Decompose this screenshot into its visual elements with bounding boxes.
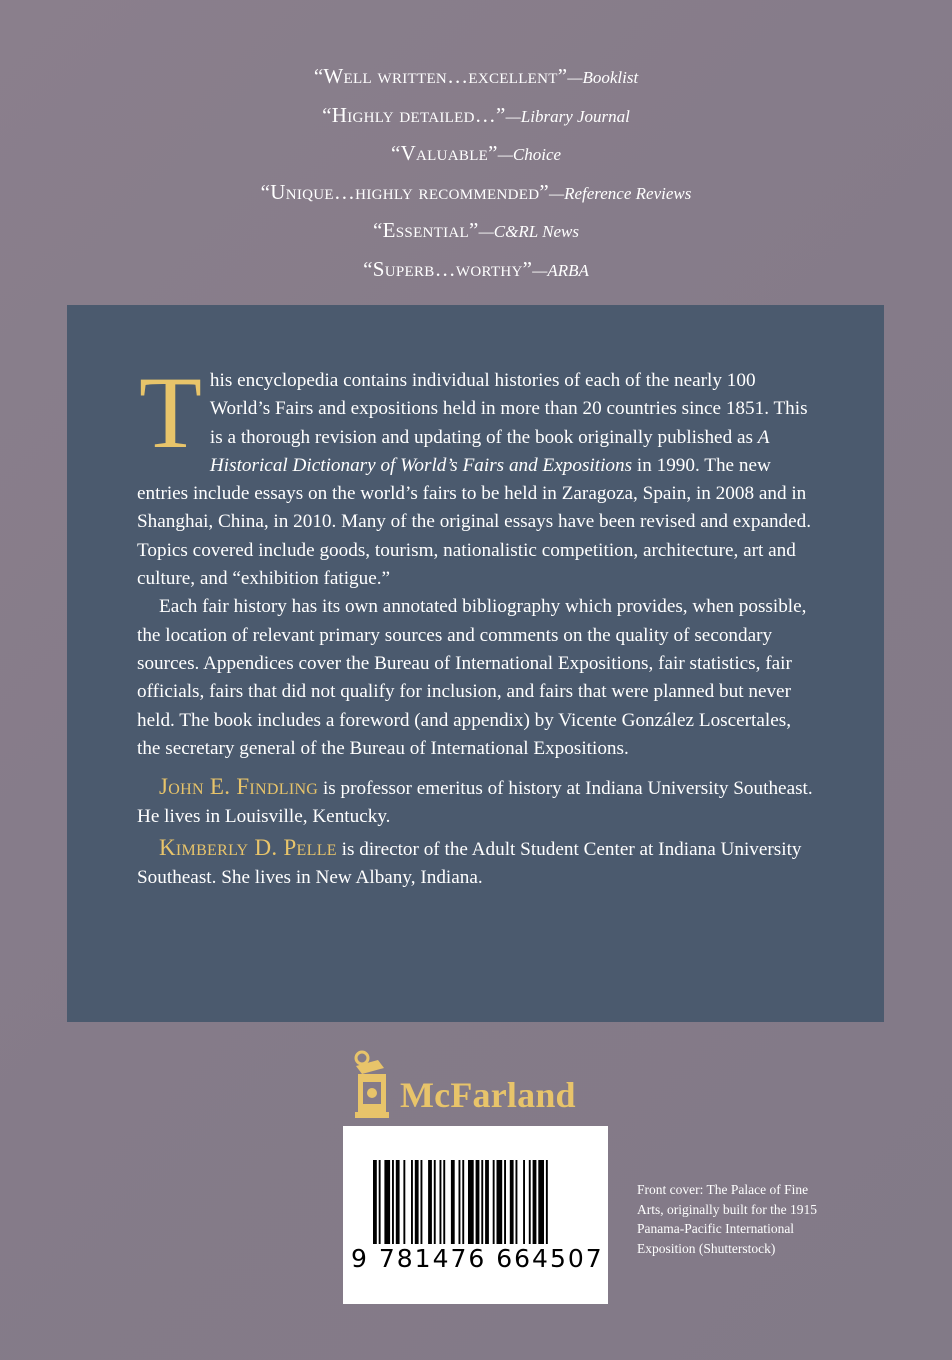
review-quote: “Superb…worthy”—ARBA bbox=[363, 256, 589, 281]
barcode-bar bbox=[440, 1160, 442, 1244]
barcode-bar bbox=[538, 1160, 544, 1244]
barcode-bar bbox=[510, 1160, 514, 1244]
barcode bbox=[343, 1126, 608, 1304]
description-text bbox=[137, 356, 817, 892]
barcode-bar bbox=[485, 1160, 489, 1244]
drop-cap: T bbox=[139, 356, 202, 470]
review-quotes bbox=[0, 58, 952, 289]
barcode-bar bbox=[379, 1160, 381, 1244]
barcode-bar bbox=[396, 1160, 400, 1244]
barcode-bar bbox=[415, 1160, 419, 1244]
barcode-bar bbox=[533, 1160, 537, 1244]
description-panel bbox=[67, 305, 884, 1022]
author-name: John E. Findling bbox=[159, 774, 319, 800]
barcode-bar bbox=[459, 1160, 461, 1244]
barcode-bar bbox=[462, 1160, 464, 1244]
barcode-bar bbox=[523, 1160, 525, 1244]
barcode-bar bbox=[384, 1160, 390, 1244]
barcode-bar bbox=[411, 1160, 413, 1244]
barcode-bar bbox=[443, 1160, 445, 1244]
review-quote: “Valuable”—Choice bbox=[390, 141, 562, 165]
barcode-bar bbox=[468, 1160, 474, 1244]
barcode-bars bbox=[343, 1126, 608, 1304]
barcode-bar bbox=[529, 1160, 531, 1244]
review-quote: “Essential”—C&RL News bbox=[373, 218, 579, 242]
book-title: A Historical Dictionary of World’s Fairs and Expositions bbox=[209, 426, 770, 476]
barcode-bar bbox=[546, 1160, 548, 1244]
review-quote: “Well written…excellent”—Booklist bbox=[313, 64, 639, 88]
barcode-bar bbox=[481, 1160, 483, 1244]
author-bio: Kimberly D. Pelle is director of the Adult Student Center at Indiana University Southeast. She lives in New Albany, Indiana. bbox=[137, 834, 802, 889]
barcode-bar bbox=[434, 1160, 436, 1244]
description-paragraph-2: Each fair history has its own annotated bibliography which provides, when possible, the location of relevant primary sources and comments on the quality of secondary sources. Appendices cover the Bureau of International Expositions, fair statistics, fair officials, fairs that did not qualify for inclusion, and fairs that were planned but never held. The book includes a foreword (and appendix) by Vicente González Loscertales, the secretary general of the Bureau of International Expositions. bbox=[137, 596, 807, 759]
barcode-bar bbox=[493, 1160, 495, 1244]
barcode-bar bbox=[497, 1160, 503, 1244]
cover-credit: Front cover: The Palace of Fine Arts, originally built for the 1915 Panama-Pacific International Exposition (Shutterstock) bbox=[637, 1182, 817, 1256]
barcode-bar bbox=[504, 1160, 506, 1244]
barcode-bar bbox=[403, 1160, 405, 1244]
publisher-name: McFarland bbox=[400, 1075, 576, 1115]
barcode-bar bbox=[392, 1160, 394, 1244]
publisher-logo bbox=[348, 1050, 608, 1122]
barcode-bar bbox=[428, 1160, 432, 1244]
barcode-bar bbox=[516, 1160, 518, 1244]
barcode-bar bbox=[476, 1160, 480, 1244]
author-name: Kimberly D. Pelle bbox=[159, 834, 337, 860]
barcode-bar bbox=[373, 1160, 377, 1244]
lantern-icon bbox=[348, 1050, 398, 1122]
isbn-number: 9 781476 664507 bbox=[351, 1244, 604, 1273]
description-paragraph-1: This encyclopedia contains individual histories of each of the nearly 100 World’s Fairs and expositions held in more than 20 countries since 1851. This is a thorough revision and updating of the book originally published as A Historical Dictionary of World’s Fairs and Expositions in 1990. The new entries include essays on the world’s fairs to be held in Zaragoza, Spain, in 2008 and in Shanghai, China, in 2010. Many of the original essays have been revised and expanded. Topics covered include goods, tourism, nationalistic competition, architecture, art and culture, and “exhibition fatigue.” bbox=[137, 356, 812, 590]
review-quote: “Unique…highly recommended”—Reference Reviews bbox=[260, 179, 692, 204]
barcode-bar bbox=[451, 1160, 455, 1244]
review-quote: “Highly detailed…”—Library Journal bbox=[322, 102, 630, 127]
barcode-bar bbox=[421, 1160, 423, 1244]
author-bio: John E. Findling is professor emeritus of history at Indiana University Southeast. He lives in Louisville, Kentucky. bbox=[137, 774, 813, 828]
